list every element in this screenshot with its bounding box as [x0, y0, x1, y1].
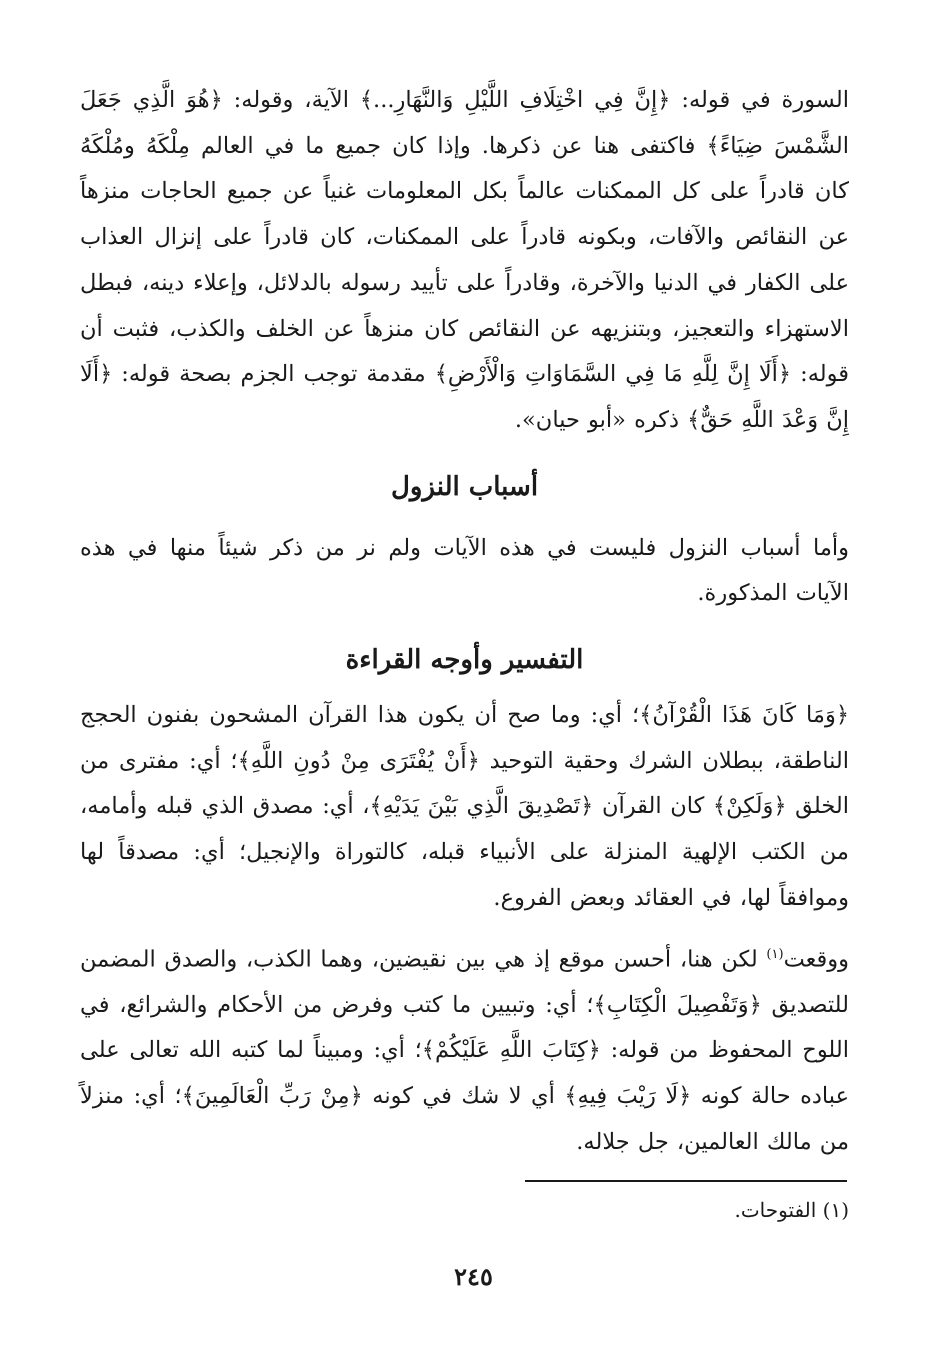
paragraph-rest: لكن هنا، أحسن موقع إذ هي بين نقيضين، وهما الكذب، والصدق المضمن للتصديق ﴿وَتَفْصِيلَ الْكِتَابِ﴾؛ أي: وتبيين ما كتب وفرض من الأحكام والشرائع، في اللوح المحفوظ من قوله: ﴿كِتَابَ اللَّهِ عَلَيْكُمْ﴾؛ أي: ومبيناً لما كتبه الله تعالى على عباده حالة كونه ﴿لَا رَيْبَ فِيهِ﴾ أي لا شك في كونه ﴿مِنْ رَبِّ الْعَالَمِينَ﴾؛ أي: منزلاً من مالك العالمين، جل جلاله.	[80, 946, 849, 1155]
paragraph-asbab-al-nuzul: وأما أسباب النزول فليست في هذه الآيات ولم نر من ذكر شيئاً منها في هذه الآيات المذكورة.	[80, 534, 849, 607]
footnote-reference: (١)	[766, 946, 784, 962]
paragraph-tafsir: ﴿وَمَا كَانَ هَذَا الْقُرْآنُ﴾؛ أي: وما صح أن يكون هذا القرآن المشحون بفنون الحجج الناطقة، ببطلان الشرك وحقية التوحيد ﴿أَنْ يُفْتَرَى مِنْ دُونِ اللَّهِ﴾؛ أي: مفترى من الخلق ﴿وَلَكِنْ﴾ كان القرآن ﴿تَصْدِيقَ الَّذِي بَيْنَ يَدَيْهِ﴾، أي: مصدق الذي قبله وأمامه، من الكتب الإلهية المنزلة على الأنبياء قبله، كالتوراة والإنجيل؛ أي: مصدقاً لها وموافقاً لها، في العقائد وبعض الفروع.	[80, 702, 849, 911]
paragraph-tafsir-continued	[80, 932, 849, 1166]
footnote: (١) الفتوحات.	[734, 1198, 849, 1222]
footnote-divider	[525, 1180, 847, 1182]
paragraph-intro: السورة في قوله: ﴿إِنَّ فِي اخْتِلَافِ اللَّيْلِ وَالنَّهَارِ...﴾ الآية، وقوله: ﴿هُوَ الَّذِي جَعَلَ الشَّمْسَ ضِيَاءً﴾ فاكتفى هنا عن ذكرها. وإذا كان جميع ما في العالم مِلْكَهُ ومُلْكَهُ كان قادراً على كل الممكنات عالماً بكل المعلومات غنياً عن جميع الحاجات منزهاً عن النقائص والآفات، وبكونه قادراً على الممكنات، كان قادراً على إنزال العذاب على الكفار في الدنيا والآخرة، وقادراً على تأييد رسوله بالدلائل، وإعلاء دينه، فبطل الاستهزاء والتعجيز، وبتنزيهه عن النقائص كان منزهاً عن الخلف والكذب، فثبت أن قوله: ﴿أَلَا إِنَّ لِلَّهِ مَا فِي السَّمَاوَاتِ وَالْأَرْضِ﴾ مقدمة توجب الجزم بصحة قوله: ﴿أَلَا إِنَّ وَعْدَ اللَّهِ حَقٌّ﴾ ذكره «أبو حيان».	[80, 87, 849, 433]
section-heading-asbab-al-nuzul: أسباب النزول	[390, 471, 539, 502]
paragraph-start: ووقعت	[783, 946, 849, 973]
section-heading-tafsir: التفسير وأوجه القراءة	[345, 645, 584, 676]
page-number: ٢٤٥	[454, 1262, 493, 1291]
page-body	[80, 78, 849, 1166]
